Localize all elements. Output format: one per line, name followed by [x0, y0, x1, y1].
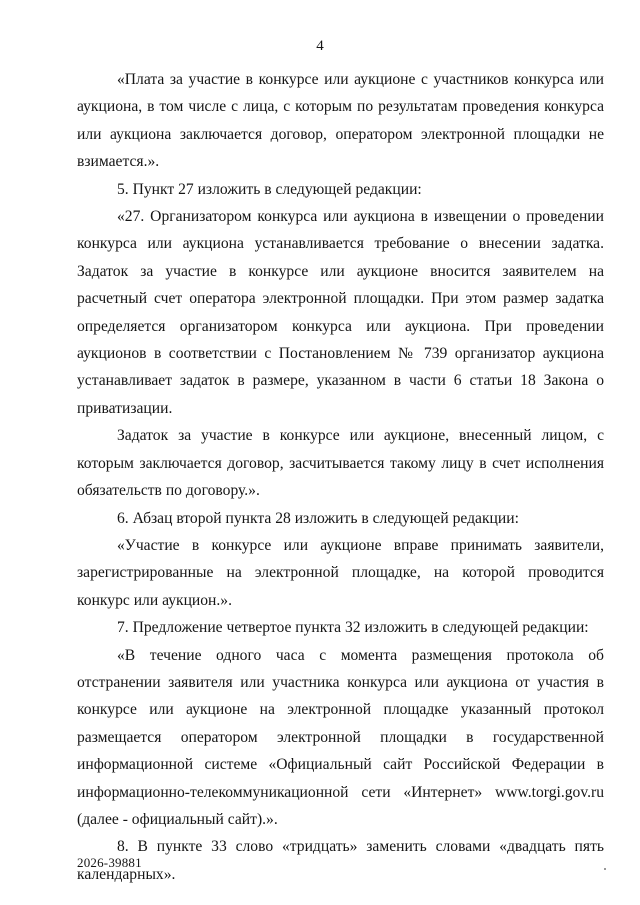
paragraph-fee-not-charged: «Плата за участие в конкурсе или аукционе с участников конкурса или аукциона, в том числе с лица, с которым по результатам проведения конкурса или аукциона заключается договор, оператором электронной площадки не взимается.». [77, 71, 604, 171]
paragraph-participation: «Участие в конкурсе или аукционе вправе принимать заявители, зарегистрированные на электронной площадке, на которой проводится конкурс или аукцион.». [77, 536, 604, 609]
page-number: 4 [316, 38, 324, 54]
paragraph-item-5-heading: 5. Пункт 27 изложить в следующей редакции: [117, 180, 422, 198]
paragraph-protocol-publication: «В течение одного часа с момента размещения протокола об отстранении заявителя или участника конкурса или аукциона от участия в конкурсе или аукционе на электронной площадке указанный протокол размещается оператором электронной площадки в государственной информационной системе «Официальный сайт Российской Федерации в информационно-телекоммуникационной сети «Интернет» www.torgi.gov.ru (далее - официальный сайт).». [77, 646, 604, 828]
scan-speck [604, 868, 606, 870]
paragraph-item-7-heading: 7. Предложение четвертое пункта 32 изложить в следующей редакции: [117, 619, 589, 637]
paragraph-item-8: 8. В пункте 33 слово «тридцать» заменить словами «двадцать пять календарных». [77, 838, 604, 883]
paragraph-item-27-deposit: «27. Организатором конкурса или аукциона в извещении о проведении конкурса или аукциона устанавливается требование о внесении задатка. Задаток за участие в конкурсе или аукционе вносится заявителем на расчетный счет оператора электронной площадки. При этом размер задатка определяется организатором конкурса или аукциона. При проведении аукционов в соответствии с Постановлением № 739 организатор аукциона устанавливает задаток в размере, указанном в части 6 статьи 18 Закона о приватизации. [77, 208, 604, 417]
paragraph-item-6-heading: 6. Абзац второй пункта 28 изложить в следующей редакции: [117, 509, 519, 527]
document-code: 2026-39881 [77, 855, 142, 870]
document-body [77, 66, 604, 888]
paragraph-deposit-credit: Задаток за участие в конкурсе или аукционе, внесенный лицом, с которым заключается договор, засчитывается такому лицу в счет исполнения обязательств по договору.». [77, 427, 604, 500]
